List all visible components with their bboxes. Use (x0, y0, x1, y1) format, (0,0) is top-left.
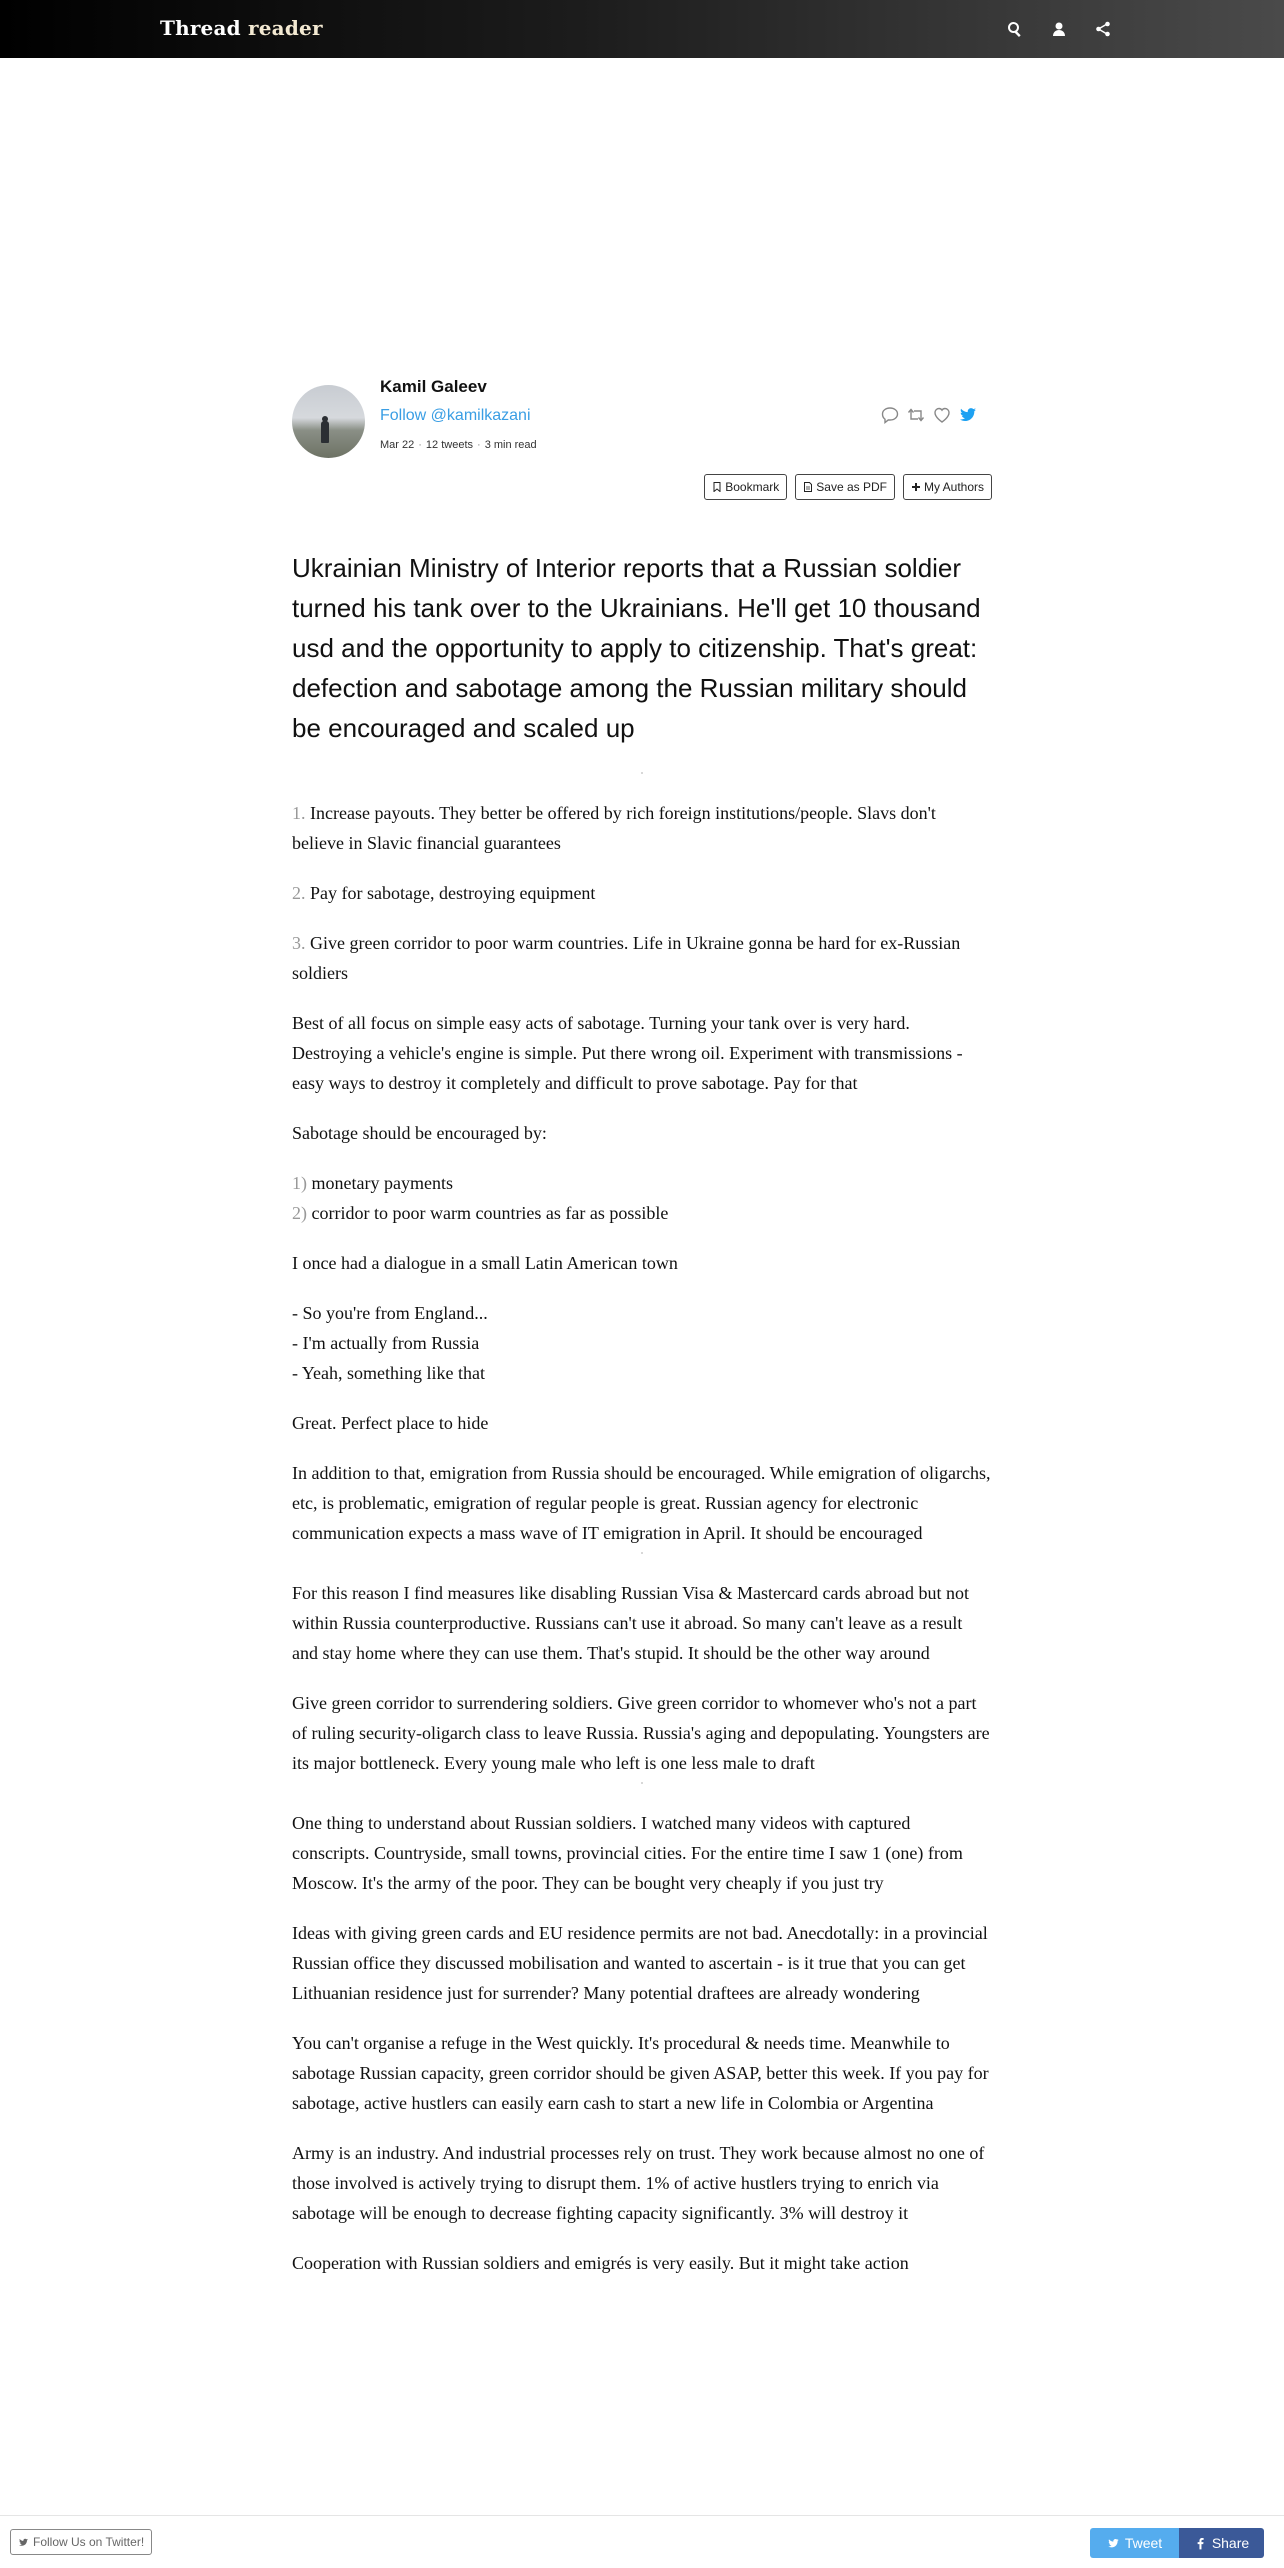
tweet-text: Ideas with giving green cards and EU residence permits are not bad. Anecdotally: in a provincial Russian office they discussed mobilisation and wanted to ascertain - is it true that you can get Lithuanian residence just for surrender? Many potential draftees are already wondering (292, 1923, 988, 2003)
tweet-separator (292, 1552, 992, 1578)
tweet-text: Cooperation with Russian soldiers and emigrés is very easily. But it might take action (292, 2253, 909, 2273)
tweet-text: Increase payouts. They better be offered by rich foreign institutions/people. Slavs don't believe in Slavic financial guarantees (292, 803, 936, 853)
tweet-text: corridor to poor warm countries as far as possible (311, 1203, 669, 1223)
tweet-separator (292, 1782, 992, 1808)
search-icon[interactable] (1004, 18, 1026, 40)
thread-meta (380, 439, 537, 451)
tweet-list-item (292, 1168, 992, 1198)
bottom-share-bar (0, 2515, 1284, 2568)
reply-icon[interactable] (880, 405, 900, 425)
tweet-count: 12 tweets (425, 439, 474, 451)
thread-content (292, 548, 992, 2298)
tweet-text: You can't organise a refuge in the West quickly. It's procedural & needs time. Meanwhile to sabotage Russian capacity, green corridor should be given ASAP, better this week. If you pay for sabotage, active hustlers can easily earn cash to start a new life in Colombia or Argentina (292, 2033, 989, 2113)
list-number: 1. (292, 803, 306, 823)
twitter-icon (18, 2537, 29, 2548)
bookmark-label: Bookmark (725, 480, 780, 494)
facebook-icon (1194, 2537, 1207, 2550)
meta-separator: · (418, 439, 422, 451)
bookmark-button[interactable] (704, 474, 787, 500)
save-pdf-label: Save as PDF (816, 480, 887, 494)
thread-action-buttons (704, 474, 992, 500)
tweet-text: Pay for sabotage, destroying equipment (310, 883, 596, 903)
tweet-text: In addition to that, emigration from Russia should be encouraged. While emigration of oligarchs, etc, is problematic, emigration of regular people is great. Russian agency for electronic communication expects a mass wave of IT emigration in April. It should be encouraged (292, 1463, 991, 1543)
follow-author-link[interactable]: Follow @kamilkazani (380, 407, 531, 424)
list-number: 2) (292, 1203, 307, 1223)
read-time: 3 min read (484, 439, 537, 451)
file-icon (803, 482, 813, 492)
tweet-list-item (292, 1198, 992, 1228)
avatar-figure-body (321, 421, 329, 443)
follow-us-button[interactable] (10, 2529, 152, 2555)
tweet-text: Sabotage should be encouraged by: (292, 1123, 547, 1143)
thread-date: Mar 22 (380, 439, 415, 451)
tweet-text: monetary payments (311, 1173, 453, 1193)
plus-icon (911, 482, 921, 492)
share-icon[interactable] (1092, 18, 1114, 40)
author-name[interactable]: Kamil Galeev (380, 377, 487, 396)
tweet-text: One thing to understand about Russian soldiers. I watched many videos with captured conscripts. Countryside, small towns, provincial cities. For the entire time I saw 1 (one) from Moscow. It's the army of the poor. They can be bought very cheaply if you just try (292, 1813, 963, 1893)
tweet-text: Best of all focus on simple easy acts of sabotage. Turning your tank over is very hard. Destroying a vehicle's engine is simple. Put there wrong oil. Experiment with transmissions - easy ways to destroy it completely and difficult to prove sabotage. Pay for that (292, 1013, 963, 1093)
like-icon[interactable] (932, 405, 952, 425)
tweet-text: Army is an industry. And industrial processes rely on trust. They work because almost no one of those involved is actively trying to disrupt them. 1% of active hustlers trying to enrich via sabotage will be enough to decrease fighting capacity significantly. 3% will destroy it (292, 2143, 985, 2223)
tweet-item (292, 798, 992, 858)
thread-lead-tweet: Ukrainian Ministry of Interior reports that a Russian soldier turned his tank over to the Ukrainians. He'll get 10 thousand usd and the opportunity to apply to citizenship. That's great: defection and sabotage among the Russian military should be encouraged and scaled up (292, 553, 981, 743)
twitter-icon (1107, 2537, 1120, 2550)
save-pdf-button[interactable] (795, 474, 895, 500)
follow-us-label: Follow Us on Twitter! (33, 2535, 145, 2549)
tweet-text: Give green corridor to surrendering soldiers. Give green corridor to whomever who's not a part of ruling security-oligarch class to leave Russia. Russia's aging and depopulating. Youngsters are its major bottleneck. Every young male who left is one less male to draft (292, 1693, 990, 1773)
my-authors-button[interactable] (903, 474, 992, 500)
avatar[interactable] (292, 385, 365, 458)
tweet-label: Tweet (1124, 2535, 1163, 2551)
dialogue-line: - Yeah, something like that (292, 1363, 485, 1383)
tweet-separator (292, 772, 992, 798)
tweet-text: I once had a dialogue in a small Latin American town (292, 1253, 678, 1273)
list-number: 2. (292, 883, 306, 903)
list-number: 3. (292, 933, 306, 953)
bookmark-icon (712, 482, 722, 492)
user-icon[interactable] (1048, 18, 1070, 40)
tweet-text: For this reason I find measures like disabling Russian Visa & Mastercard cards abroad but not within Russia counterproductive. Russians can't use it abroad. So many can't leave as a result and stay home where they can use them. That's stupid. It should be the other way around (292, 1583, 969, 1663)
site-logo[interactable] (160, 16, 323, 40)
dialogue-line: - I'm actually from Russia (292, 1333, 480, 1353)
twitter-bird-icon[interactable] (958, 405, 978, 425)
retweet-icon[interactable] (906, 405, 926, 425)
facebook-share-button[interactable] (1179, 2528, 1264, 2558)
logo-thread: Thread (160, 16, 241, 40)
tweet-text: Great. Perfect place to hide (292, 1413, 489, 1433)
share-label: Share (1211, 2535, 1250, 2551)
author-header (292, 377, 992, 507)
tweet-button[interactable] (1090, 2528, 1179, 2558)
dialogue-line: - So you're from England... (292, 1303, 488, 1323)
list-number: 1) (292, 1173, 307, 1193)
logo-reader: reader (248, 16, 323, 40)
navbar-icons (1004, 18, 1114, 40)
tweet-item (292, 928, 992, 988)
tweet-actions (880, 405, 978, 425)
tweet-item (292, 878, 992, 908)
my-authors-label: My Authors (923, 480, 984, 494)
meta-separator: · (477, 439, 481, 451)
tweet-text: Give green corridor to poor warm countries. Life in Ukraine gonna be hard for ex-Russian soldiers (292, 933, 961, 983)
top-navbar (0, 0, 1284, 58)
